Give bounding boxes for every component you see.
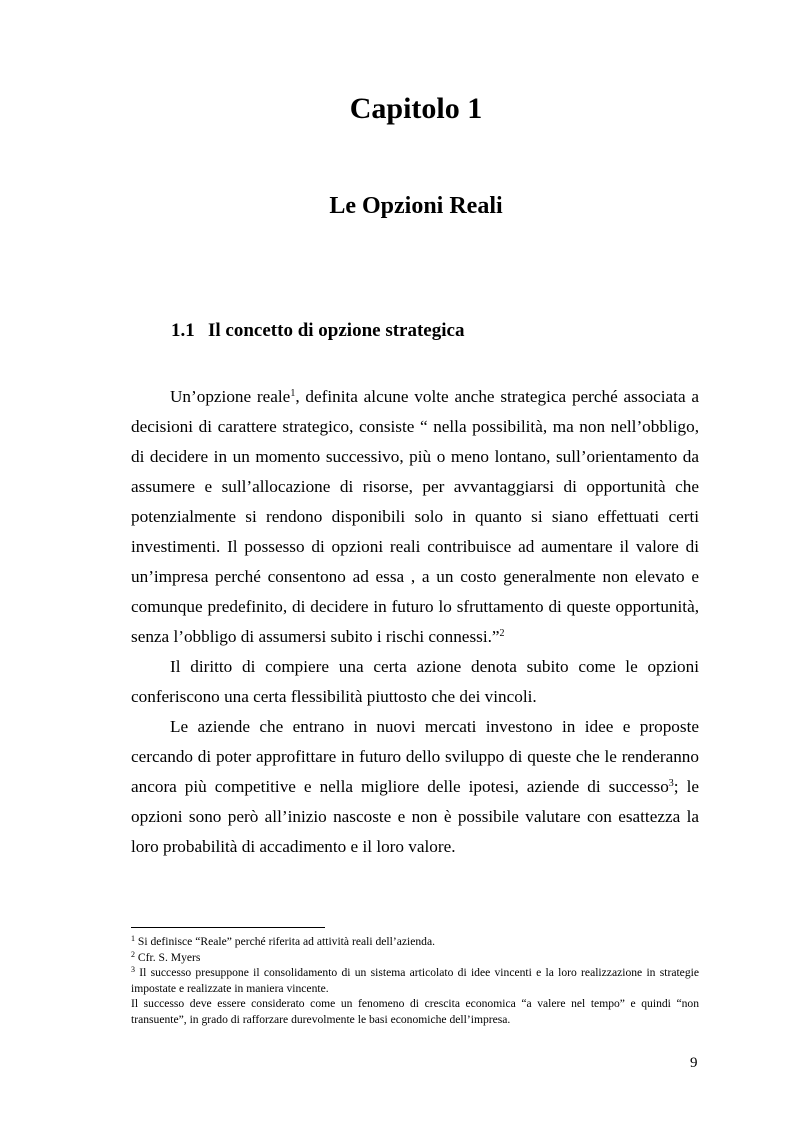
body-text — [131, 382, 699, 862]
section-number: 1.1 — [171, 320, 195, 341]
footnote — [131, 934, 699, 950]
paragraph-text: ; le opzioni sono però all’inizio nascoste e non è possibile valutare con esattezza la loro probabilità di accadimento e il loro valore. — [131, 777, 699, 856]
chapter-title: Capitolo 1 — [349, 92, 483, 125]
footnote-number: 3 — [131, 965, 135, 974]
footnotes — [131, 934, 699, 1027]
paragraph — [131, 712, 699, 862]
footnote-text: Si definisce “Reale” perché riferita ad attività reali dell’azienda. — [135, 935, 435, 948]
section-title: Il concetto di opzione strategica — [208, 320, 465, 341]
chapter-subtitle: Le Opzioni Reali — [329, 193, 503, 219]
footnote-separator — [131, 927, 325, 928]
footnote-number: 2 — [131, 949, 135, 959]
footnote-reference: 2 — [499, 628, 505, 639]
footnote-text: Il successo presuppone il consolidamento di un sistema articolato di idee vincenti e la loro realizzazione in strategie impostate e realizzate in maniera vincente. — [131, 966, 699, 995]
footnote — [131, 965, 699, 996]
footnote — [131, 950, 699, 966]
paragraph-text: , definita alcune volte anche strategica perché associata a decisioni di carattere strategico, consiste “ nella possibilità, ma non nell’obbligo, di decidere in un momento successivo, più o meno lontano, sull’orientamento da assumere e sull’allocazione di risorse, per avvantaggiarsi di opportunità che potenzialmente si rendono disponibili solo in quanto si siano effettuati certi investimenti. Il possesso di opzioni reali contribuisce ad aumentare il valore di un’impresa perché consentono ad essa , a un costo generalmente non elevato e comunque predefinito, di decidere in futuro lo sfruttamento di queste opportunità, senza l’obbligo di assumersi subito i rischi connessi.” — [131, 387, 699, 646]
footnote-continuation: Il successo deve essere considerato come un fenomeno di crescita economica “a valere nel tempo” e quindi “non transuente”, in grado di rafforzare durevolmente le basi economiche dell’impresa. — [131, 997, 699, 1026]
footnote-text: Cfr. S. Myers — [135, 950, 201, 964]
footnote-reference: 3 — [668, 778, 674, 789]
section-heading — [171, 320, 464, 342]
paragraph — [131, 382, 699, 652]
paragraph-text: Un’opzione reale — [170, 387, 291, 406]
page-number: 9 — [690, 1055, 698, 1071]
footnote-reference: 1 — [290, 388, 296, 399]
footnote-number: 1 — [131, 934, 135, 943]
paragraph-text: Le aziende che entrano in nuovi mercati investono in idee e proposte cercando di poter approfittare in futuro dello sviluppo di queste che le renderanno ancora più competitive e nella migliore delle ipotesi, aziende di successo — [131, 717, 699, 796]
paragraph: Il diritto di compiere una certa azione denota subito come le opzioni conferiscono una certa flessibilità piuttosto che dei vincoli. — [131, 657, 699, 706]
